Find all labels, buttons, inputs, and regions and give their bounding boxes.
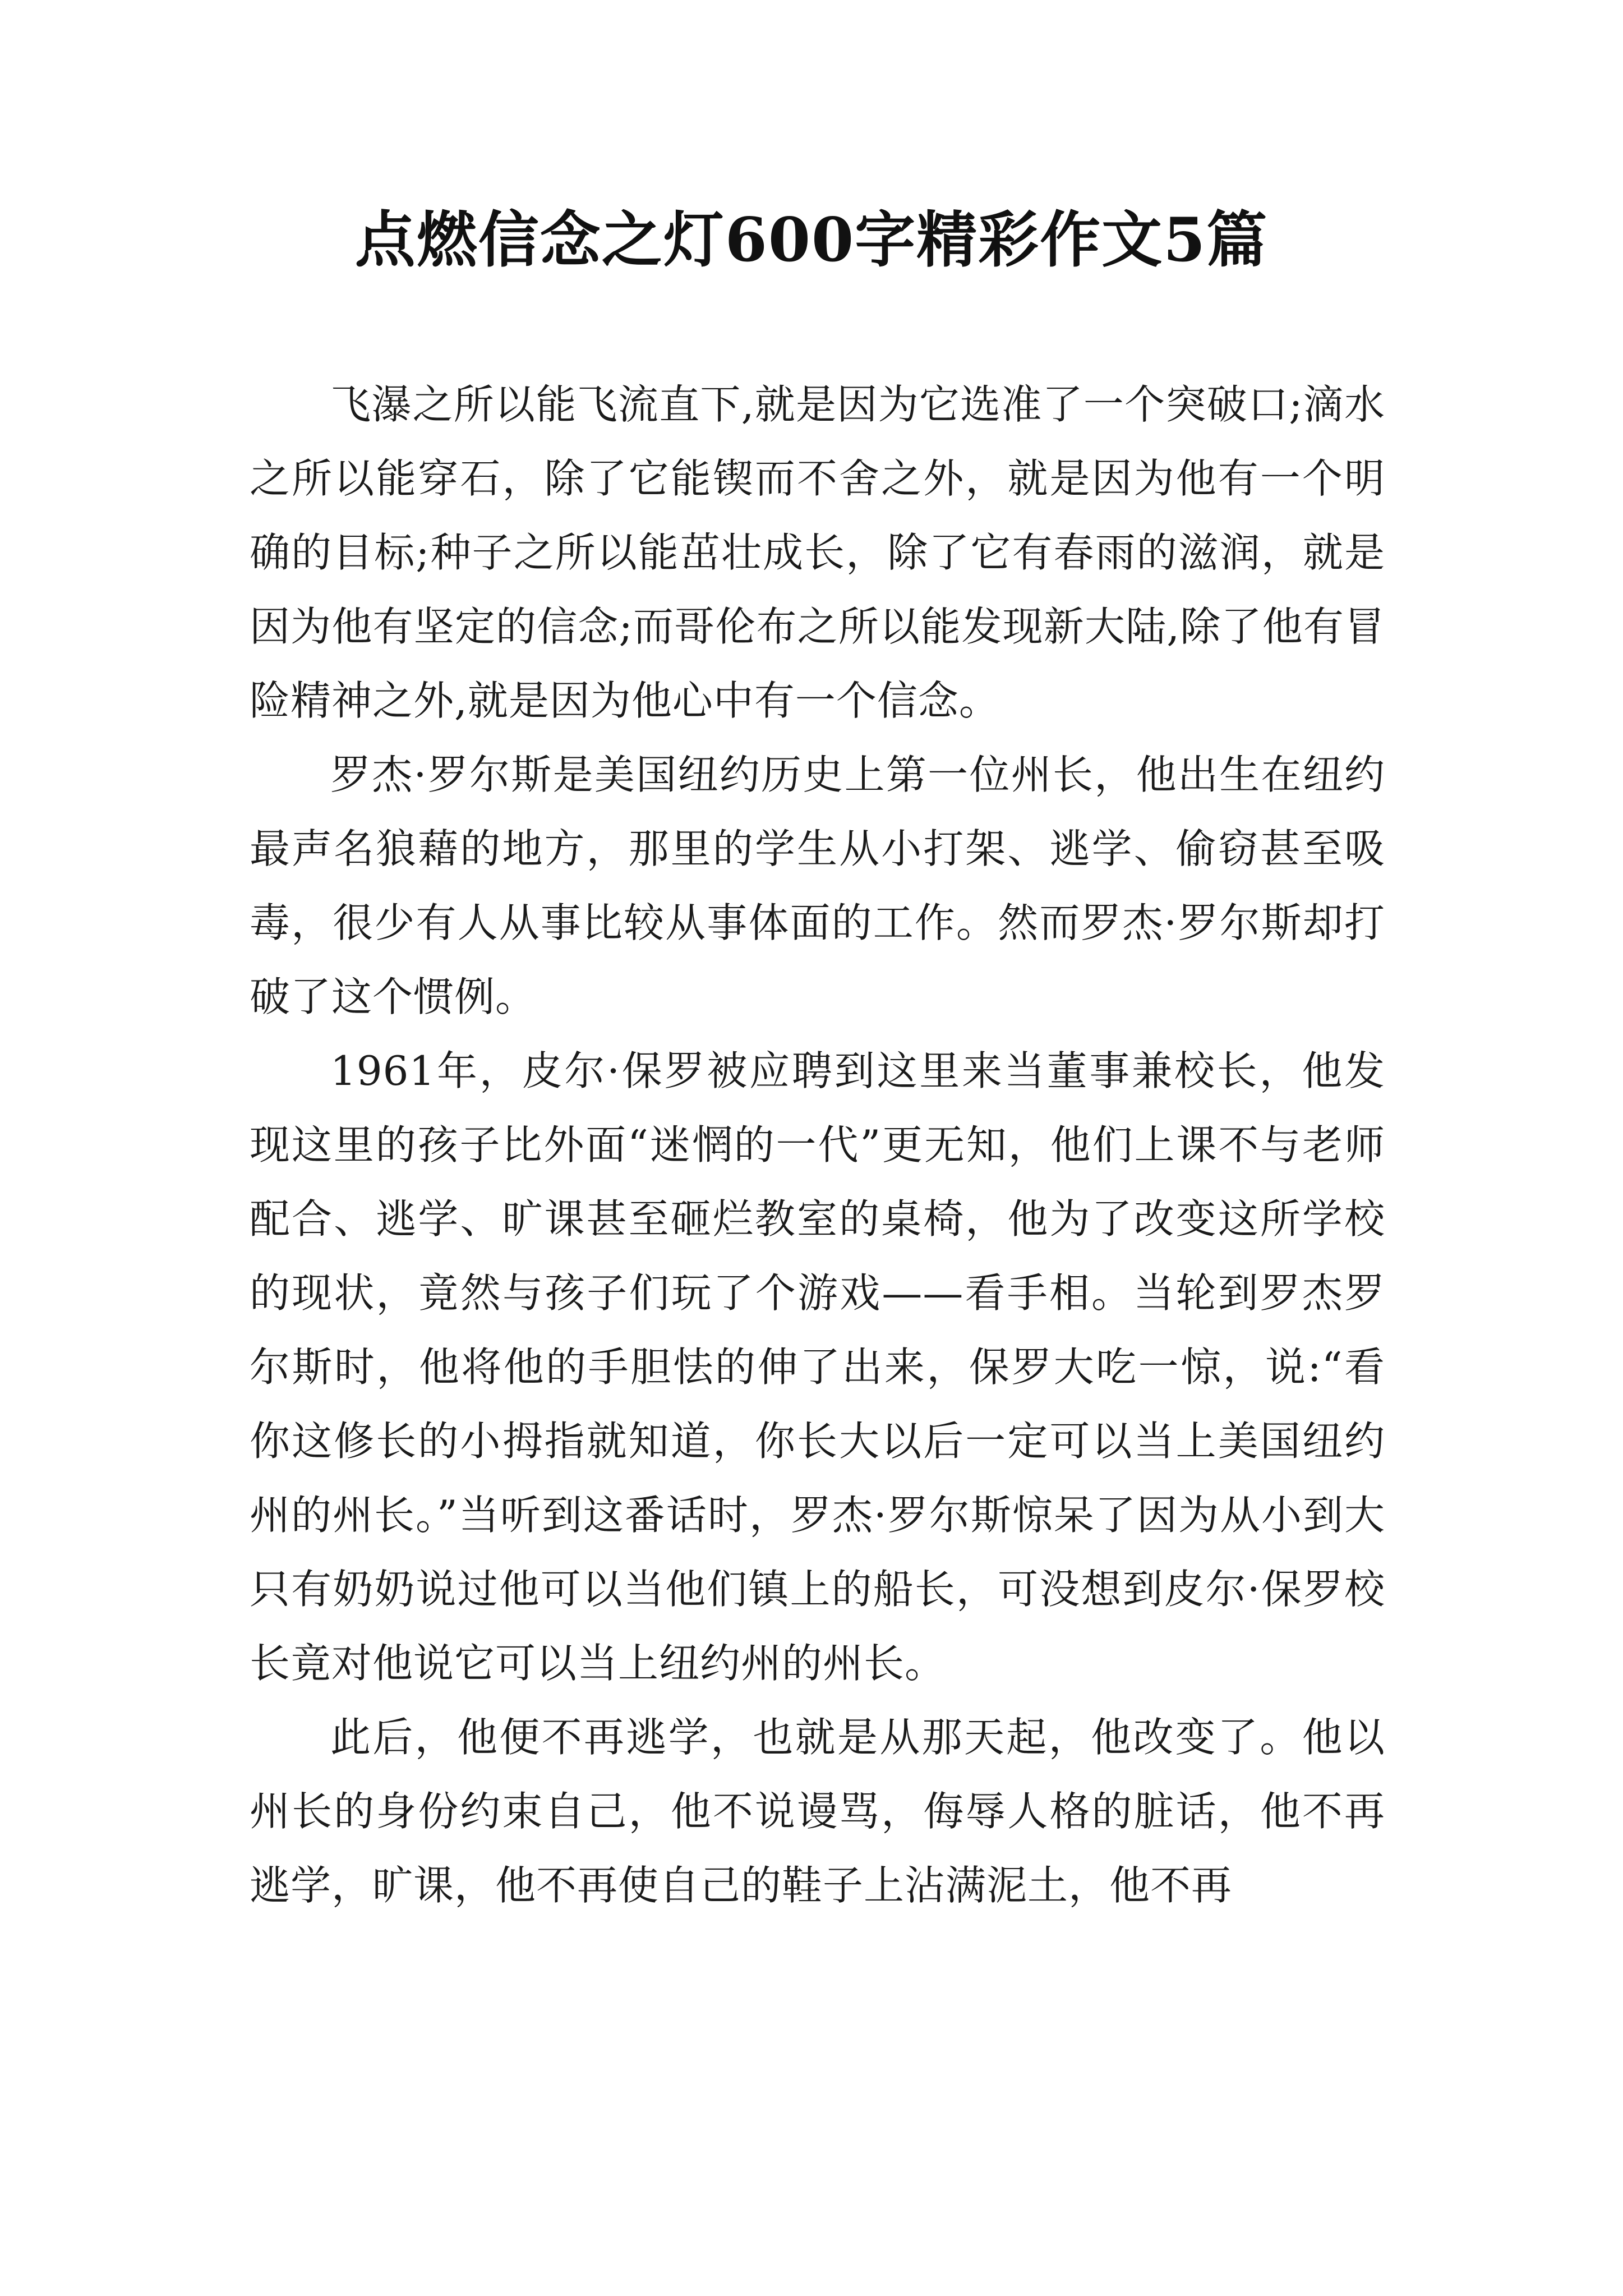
document-title: 点燃信念之灯600字精彩作文5篇 [354,205,1269,275]
paragraph-2: 罗杰·罗尔斯是美国纽约历史上第一位州长，他出生在纽约最声名狼藉的地方，那里的学生从小打架、逃学、偷窃甚至吸毒，很少有人从事比较从事体面的工作。然而罗杰·罗尔斯却打破了这个惯例。 [250,751,1385,1020]
paragraph-3: 1961年，皮尔·保罗被应聘到这里来当董事兼校长，他发现这里的孩子比外面“迷惘的一代”更无知，他们上课不与老师配合、逃学、旷课甚至砸烂教室的桌椅，他为了改变这所学校的现状，竟然与孩子们玩了个游戏——看手相。当轮到罗杰罗尔斯时，他将他的手胆怯的伸了出来，保罗大吃一惊，说:“看你这修长的小拇指就知道，你长大以后一定可以当上美国纽约州的州长。”当听到这番话时，罗杰·罗尔斯惊呆了因为从小到大只有奶奶说过他可以当他们镇上的船长，可没想到皮尔·保罗校长竟对他说它可以当上纽约州的州长。 [250,1047,1385,1687]
paragraph-1: 飞瀑之所以能飞流直下,就是因为它选准了一个突破口;滴水之所以能穿石，除了它能锲而不舍之外，就是因为他有一个明确的目标;种子之所以能茁壮成长，除了它有春雨的滋润，就是因为他有坚定的信念;而哥伦布之所以能发现新大陆,除了他有冒险精神之外,就是因为他心中有一个信念。 [250,381,1385,724]
paragraph-4: 此后，他便不再逃学，也就是从那天起，他改变了。他以州长的身份约束自己，他不说谩骂，侮辱人格的脏话，他不再逃学，旷课，他不再使自己的鞋子上沾满泥土，他不再 [250,1714,1385,1909]
document-body [250,367,1385,1922]
